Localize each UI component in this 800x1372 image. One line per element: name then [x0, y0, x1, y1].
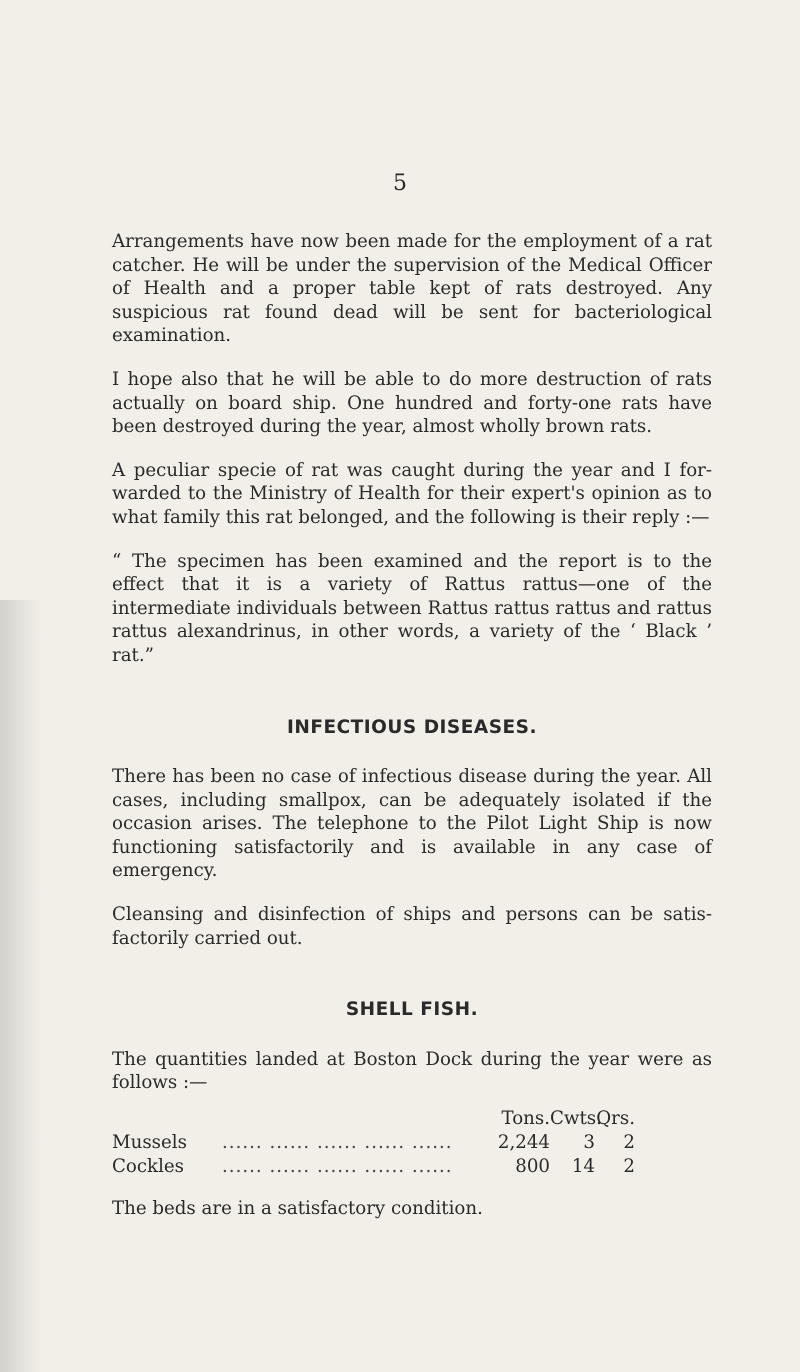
- column-header-cwts: Cwts.: [550, 1108, 602, 1130]
- page-number: 5: [393, 171, 407, 196]
- table-row: [112, 1131, 712, 1155]
- column-header-tons: Tons.: [501, 1108, 550, 1130]
- tons-value: 800: [515, 1156, 550, 1178]
- cwts-value: 3: [583, 1132, 595, 1154]
- page-edge-shadow: [0, 600, 40, 1372]
- infectious-diseases-heading: INFECTIOUS DISEASES.: [286, 716, 538, 738]
- cwts-value: 14: [571, 1156, 595, 1178]
- column-header-qrs: Qrs.: [596, 1108, 635, 1130]
- shell-fish-heading: SHELL FISH.: [345, 999, 479, 1021]
- row-name: Mussels: [112, 1132, 187, 1154]
- row-name: Cockles: [112, 1156, 184, 1178]
- shell-fish-intro: The quantities landed at Boston Dock during the year were as follows :—: [112, 1048, 712, 1094]
- leader-dots: ...... ...... ...... ...... ......: [222, 1132, 453, 1154]
- rat-catcher-paragraph: Arrangements have now been made for the employment of a rat catcher. He will be under the supervision of the Medical Officer of Health and a proper table kept of rats destroyed. Any suspicious rat found dead will be sent for bacteriological examination.: [112, 231, 712, 347]
- peculiar-rat-paragraph: A peculiar specie of rat was caught during the year and I for-warded to the Ministry of Health for their expert's opinion as to what family this rat belonged, and the following is their reply :—: [112, 459, 712, 528]
- qrs-value: 2: [623, 1156, 635, 1178]
- table-row: [112, 1155, 712, 1179]
- table-header-row: [112, 1107, 712, 1131]
- qrs-value: 2: [623, 1132, 635, 1154]
- ministry-reply-quote: “ The specimen has been examined and the report is to the effect that it is a variety of Rattus rattus—one of the intermediate individuals between Rattus rattus rattus and rattus rattus alexandrinus, in other words, a variety of the ‘ Black ’ rat.”: [112, 550, 712, 666]
- shell-fish-table: [112, 1107, 712, 1179]
- rat-destruction-paragraph: I hope also that he will be able to do more destruction of rats actually on board ship. One hundred and forty-one rats have been destroyed during the year, almost wholly brown rats.: [112, 368, 712, 438]
- cleansing-paragraph: Cleansing and disinfection of ships and persons can be satis-factorily carried out.: [112, 904, 712, 949]
- beds-condition-paragraph: The beds are in a satisfactory condition.: [112, 1198, 483, 1220]
- tons-value: 2,244: [497, 1132, 550, 1154]
- document-body: [112, 230, 712, 1241]
- leader-dots: ...... ...... ...... ...... ......: [222, 1156, 453, 1178]
- infectious-paragraph: There has been no case of infectious disease during the year. All cases, including smallpox, can be adequately isolated if the occasion arises. The telephone to the Pilot Light Ship is now functioning satisfactorily and is available in any case of emergency.: [112, 766, 712, 882]
